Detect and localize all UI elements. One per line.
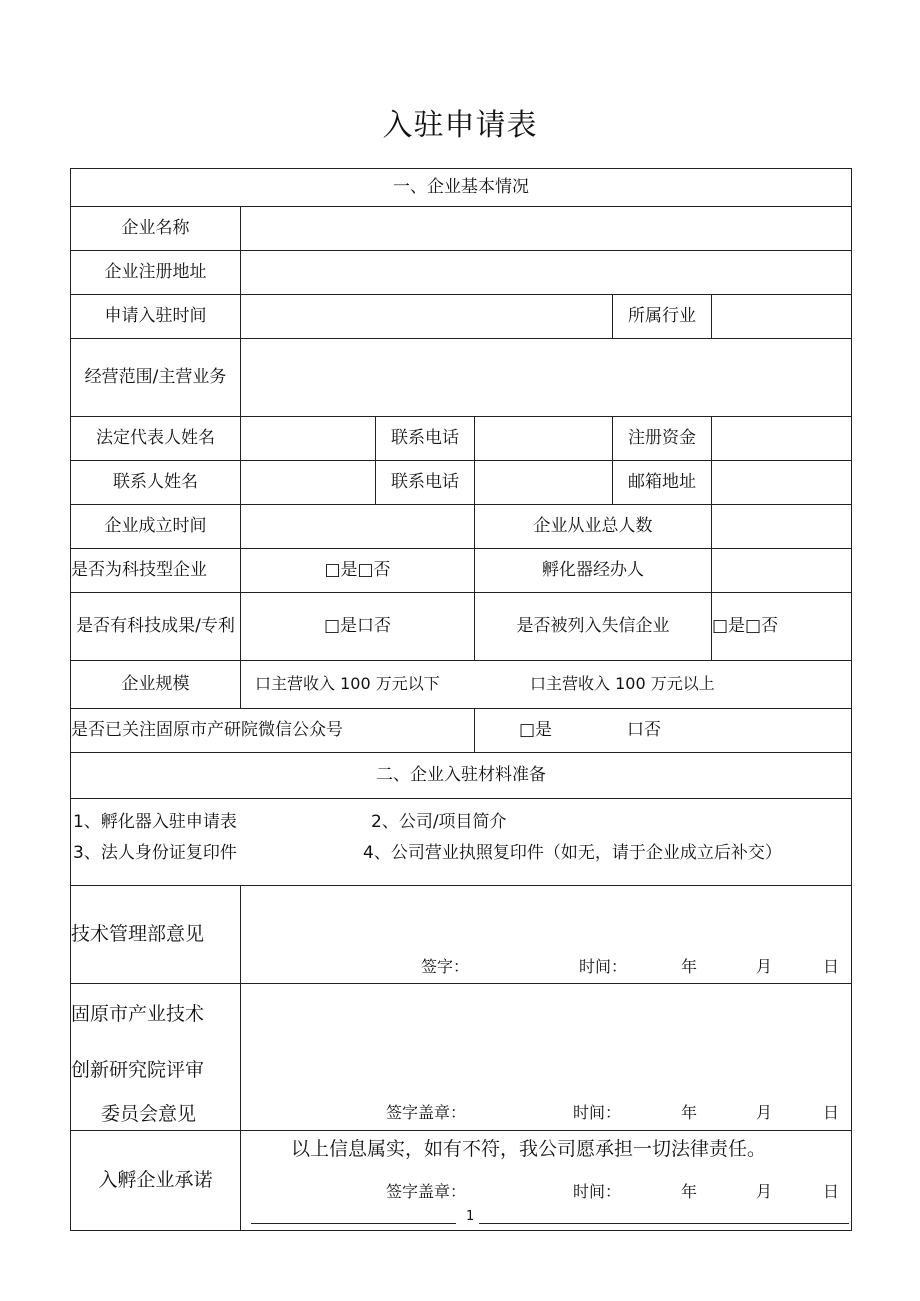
employees-label: 企业从业总人数 xyxy=(475,505,712,549)
phone-label-1: 联系电话 xyxy=(376,417,475,461)
year-label: 年 xyxy=(681,1103,698,1122)
email-label: 邮箱地址 xyxy=(613,461,712,505)
material-item-2: 2、公司/项目简介 xyxy=(371,812,507,833)
day-label: 日 xyxy=(823,957,840,976)
committee-label-line-1: 固原市产业技术 xyxy=(71,1002,205,1025)
scale-option-above[interactable]: 口主营收入 100 万元以上 xyxy=(530,674,715,694)
legal-rep-field[interactable] xyxy=(241,417,376,461)
phone-field-1[interactable] xyxy=(475,417,613,461)
industry-field[interactable] xyxy=(712,295,852,339)
agent-field[interactable] xyxy=(712,549,852,593)
pledge-statement: 以上信息属实，如有不符，我公司愿承担一切法律责任。 xyxy=(291,1138,767,1160)
wechat-yes-option[interactable]: □是 xyxy=(519,720,553,741)
found-time-field[interactable] xyxy=(241,505,475,549)
reg-capital-label: 注册资金 xyxy=(613,417,712,461)
is-tech-label: 是否为科技型企业 xyxy=(71,549,241,593)
page-number: 1 xyxy=(466,1209,475,1225)
application-form-table xyxy=(70,168,852,1231)
scale-option-below[interactable]: 口主营收入 100 万元以下 xyxy=(255,674,440,694)
reg-address-field[interactable] xyxy=(241,251,852,295)
committee-opinion-label xyxy=(71,984,241,1131)
year-label: 年 xyxy=(681,1182,698,1201)
sign-seal-label: 签字盖章： xyxy=(386,1182,467,1201)
email-field[interactable] xyxy=(712,461,852,505)
committee-label-line-2: 创新研究院评审 xyxy=(71,1058,205,1081)
legal-rep-label: 法定代表人姓名 xyxy=(71,417,241,461)
blacklist-checkboxes[interactable]: □是□否 xyxy=(712,593,852,661)
sign-seal-label: 签字盖章： xyxy=(386,1103,467,1122)
time-label: 时间： xyxy=(573,1182,622,1201)
reg-address-label: 企业注册地址 xyxy=(71,251,241,295)
page-footer-rule xyxy=(251,1210,849,1224)
footer-line-right xyxy=(479,1223,849,1224)
committee-label-line-3: 委员会意见 xyxy=(101,1102,197,1125)
tech-dept-opinion-label: 技术管理部意见 xyxy=(71,886,241,984)
agent-label: 孵化器经办人 xyxy=(475,549,712,593)
day-label: 日 xyxy=(823,1182,840,1201)
has-patent-checkboxes[interactable]: □是口否 xyxy=(241,593,475,661)
apply-time-field[interactable] xyxy=(241,295,613,339)
year-label: 年 xyxy=(681,957,698,976)
phone-field-2[interactable] xyxy=(475,461,613,505)
footer-line-left xyxy=(251,1223,456,1224)
time-label: 时间： xyxy=(579,957,628,976)
pledge-label: 入孵企业承诺 xyxy=(71,1131,241,1231)
material-item-1: 1、孵化器入驻申请表 xyxy=(73,812,237,833)
form-title: 入驻申请表 xyxy=(382,108,538,143)
materials-list xyxy=(71,799,852,886)
wechat-label: 是否已关注固原市产研院微信公众号 xyxy=(71,709,475,753)
committee-opinion-field[interactable] xyxy=(241,984,852,1131)
phone-label-2: 联系电话 xyxy=(376,461,475,505)
company-name-label: 企业名称 xyxy=(71,207,241,251)
business-scope-field[interactable] xyxy=(241,339,852,417)
month-label: 月 xyxy=(756,1182,773,1201)
has-patent-label: 是否有科技成果/专利 xyxy=(71,593,241,661)
scale-label: 企业规模 xyxy=(71,661,241,709)
month-label: 月 xyxy=(756,1103,773,1122)
business-scope-label: 经营范围/主营业务 xyxy=(71,339,241,417)
employees-field[interactable] xyxy=(712,505,852,549)
sign-label: 签字： xyxy=(421,957,470,976)
tech-dept-opinion-field[interactable] xyxy=(241,886,852,984)
apply-time-label: 申请入驻时间 xyxy=(71,295,241,339)
section-basic-info-header: 一、企业基本情况 xyxy=(71,169,852,207)
scale-options[interactable] xyxy=(241,661,852,709)
section-materials-header: 二、企业入驻材料准备 xyxy=(71,753,852,799)
material-item-4: 4、公司营业执照复印件（如无，请于企业成立后补交） xyxy=(363,843,782,864)
wechat-options[interactable] xyxy=(475,709,852,753)
is-tech-checkboxes[interactable]: □是□否 xyxy=(241,549,475,593)
month-label: 月 xyxy=(756,957,773,976)
found-time-label: 企业成立时间 xyxy=(71,505,241,549)
day-label: 日 xyxy=(823,1103,840,1122)
material-item-3: 3、法人身份证复印件 xyxy=(73,843,237,864)
industry-label: 所属行业 xyxy=(613,295,712,339)
contact-label: 联系人姓名 xyxy=(71,461,241,505)
contact-field[interactable] xyxy=(241,461,376,505)
blacklist-label: 是否被列入失信企业 xyxy=(475,593,712,661)
wechat-no-option[interactable]: 口否 xyxy=(627,720,661,741)
pledge-field[interactable] xyxy=(241,1131,852,1231)
reg-capital-field[interactable] xyxy=(712,417,852,461)
company-name-field[interactable] xyxy=(241,207,852,251)
time-label: 时间： xyxy=(573,1103,622,1122)
